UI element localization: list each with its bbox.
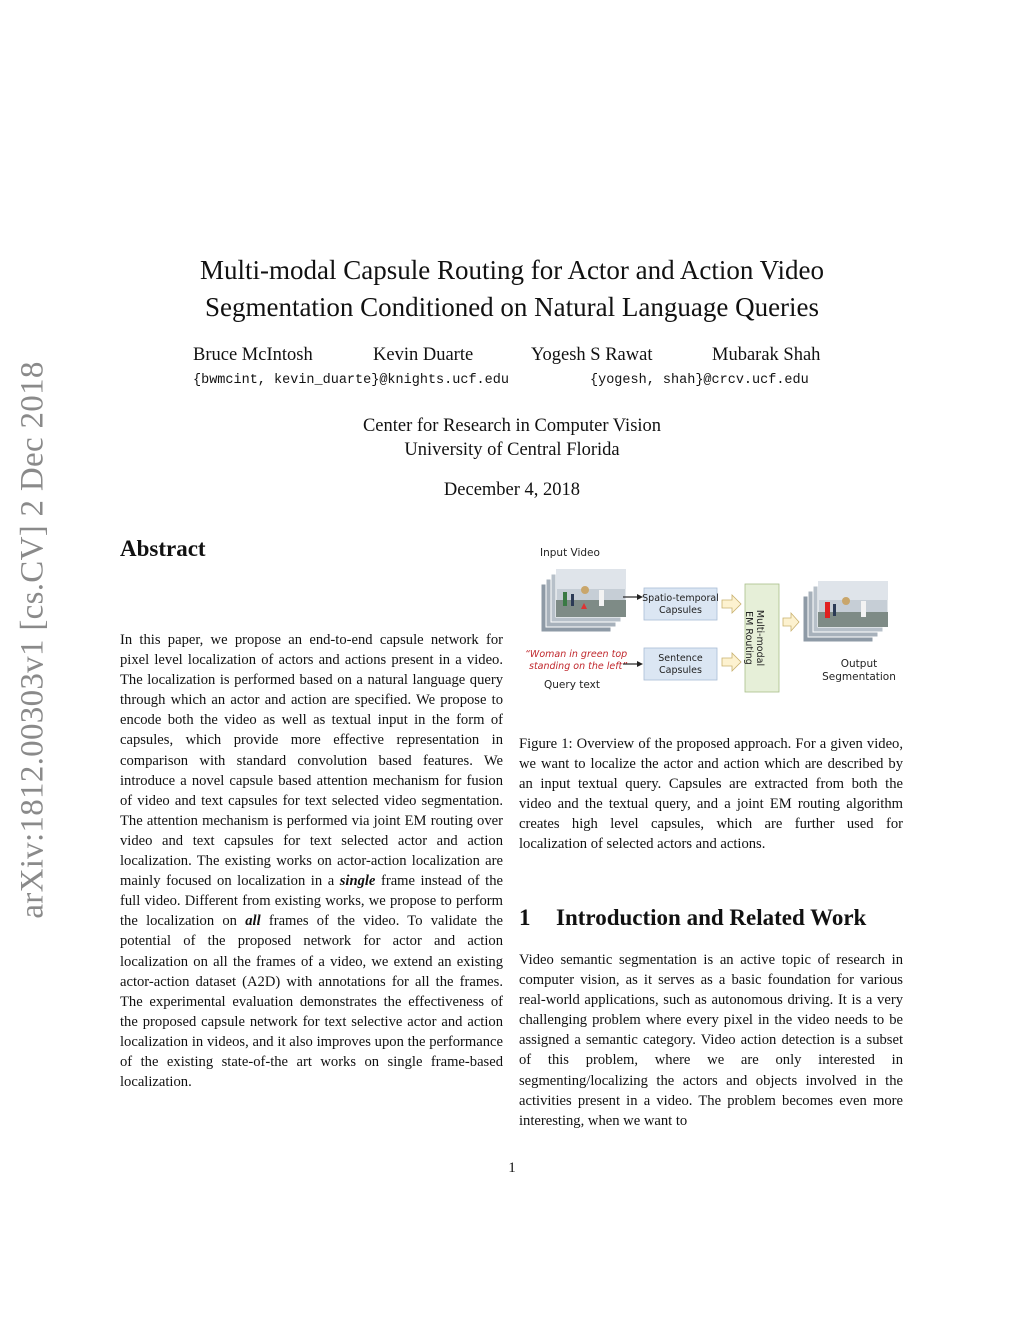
intro-section-number: 1 — [519, 905, 531, 930]
intro-body — [519, 950, 903, 1131]
input-video-frames — [541, 569, 626, 632]
email-crcv: {yogesh, shah}@crcv.ucf.edu — [590, 373, 809, 388]
intro-heading — [519, 905, 866, 931]
author-1: Bruce McIntosh — [193, 345, 313, 365]
paper-title — [120, 252, 904, 326]
arrow-routing-to-output — [783, 613, 799, 631]
abstract-emphasis-single: single — [339, 873, 376, 890]
caption-text: Figure 1: Overview of the proposed approach. For a given video, we want to localize the actor and action which are described by an input textual query. Capsules are extracted from both the video and the textual query, and a joint EM routing algorithm creates high level capsules, which are further used for localization of selected actors and actions. — [519, 736, 903, 853]
arxiv-stamp — [6, 350, 60, 930]
abstract-emphasis-all: all — [245, 913, 261, 930]
arrow-spatio-to-routing — [722, 595, 741, 613]
abstract-part-2: frame instead of the full video. Different from existing works, we propose to perform the localization on — [120, 873, 503, 930]
arrow-sentence-to-routing — [722, 653, 741, 671]
abstract-heading: Abstract — [120, 536, 206, 561]
figure-1-diagram — [519, 540, 903, 700]
abstract-part-1: In this paper, we propose an end-to-end capsule network for pixel level localization of actors and actions present in a video. The localization is performed based on a natural language query through which an actor and action are specified. We propose to encode both the video as well as textual input in the form of capsules, which provide more effective representation in comparison with standard convolution based features. We introduce a novel capsule based attention mechanism for fusion of video and text capsules for text selected video segmentation. The attention mechanism is performed via joint EM routing over video and text capsules for text selected actor and action localization. The existing works on actor-action localization are mainly focused on localization in a — [120, 632, 503, 890]
fig-routing-line-2: EM Routing — [743, 611, 754, 665]
fig-query-line-2: standing on the left” — [529, 661, 628, 672]
arxiv-id: arXiv:1812.00303v1 [cs.CV] 2 Dec 2018 — [14, 361, 51, 919]
figure-1 — [519, 540, 903, 700]
author-3: Yogesh S Rawat — [531, 345, 653, 365]
output-segmentation-frames — [803, 581, 888, 642]
fig-query-line-1: “Woman in green top — [525, 649, 628, 660]
fig-output-line-2: Segmentation — [822, 671, 896, 683]
fig-query-text-label: Query text — [544, 679, 600, 691]
title-line-1: Multi-modal Capsule Routing for Actor and Action Video — [199, 255, 825, 285]
fig-routing-line-1: Multi-modal — [754, 609, 765, 667]
author-2: Kevin Duarte — [373, 345, 474, 365]
fig-spatio-line-1: Spatio-temporal — [642, 593, 719, 604]
title-line-2: Segmentation Conditioned on Natural Language Queries — [204, 292, 820, 322]
email-ucf: {bwmcint, kevin_duarte}@knights.ucf.edu — [193, 373, 509, 388]
affiliation-line-1: Center for Research in Computer Vision — [362, 416, 662, 436]
abstract-part-3: frames of the video. To validate the potential of the proposed network for actor and action localization on all the frames of a video, we extend an existing actor-action dataset (A2D) with annotations for all the frames. The experimental evaluation demonstrates the effectiveness of the proposed capsule network for text selective actor and action localization in videos, and it also improves upon the performance of the existing state-of-the art works on single frame-based localization. — [120, 913, 503, 1091]
page-number: 1 — [508, 1160, 516, 1176]
author-4: Mubarak Shah — [712, 345, 821, 365]
intro-heading-text: Introduction and Related Work — [556, 905, 867, 930]
intro-paragraph: Video semantic segmentation is an active topic of research in computer vision, as it serves as a basic foundation for various real-world applications, such as autonomous driving. It is a very challenging problem where every pixel in the video needs to be assigned a semantic category. Video action detection is a subset of this problem, where we are only interested in segmenting/localizing the actors and objects involved in the activities present in a video. The problem becomes even more interesting, when we want to — [519, 952, 903, 1129]
abstract-body — [120, 630, 503, 1092]
affiliation-line-2: University of Central Florida — [404, 440, 620, 460]
figure-1-caption — [519, 734, 903, 855]
fig-sentence-line-2: Capsules — [659, 665, 702, 676]
fig-input-video-label: Input Video — [540, 547, 600, 559]
paper-date: December 4, 2018 — [443, 480, 581, 500]
fig-sentence-line-1: Sentence — [658, 653, 703, 664]
fig-output-line-1: Output — [840, 658, 878, 670]
fig-spatio-line-2: Capsules — [659, 605, 702, 616]
